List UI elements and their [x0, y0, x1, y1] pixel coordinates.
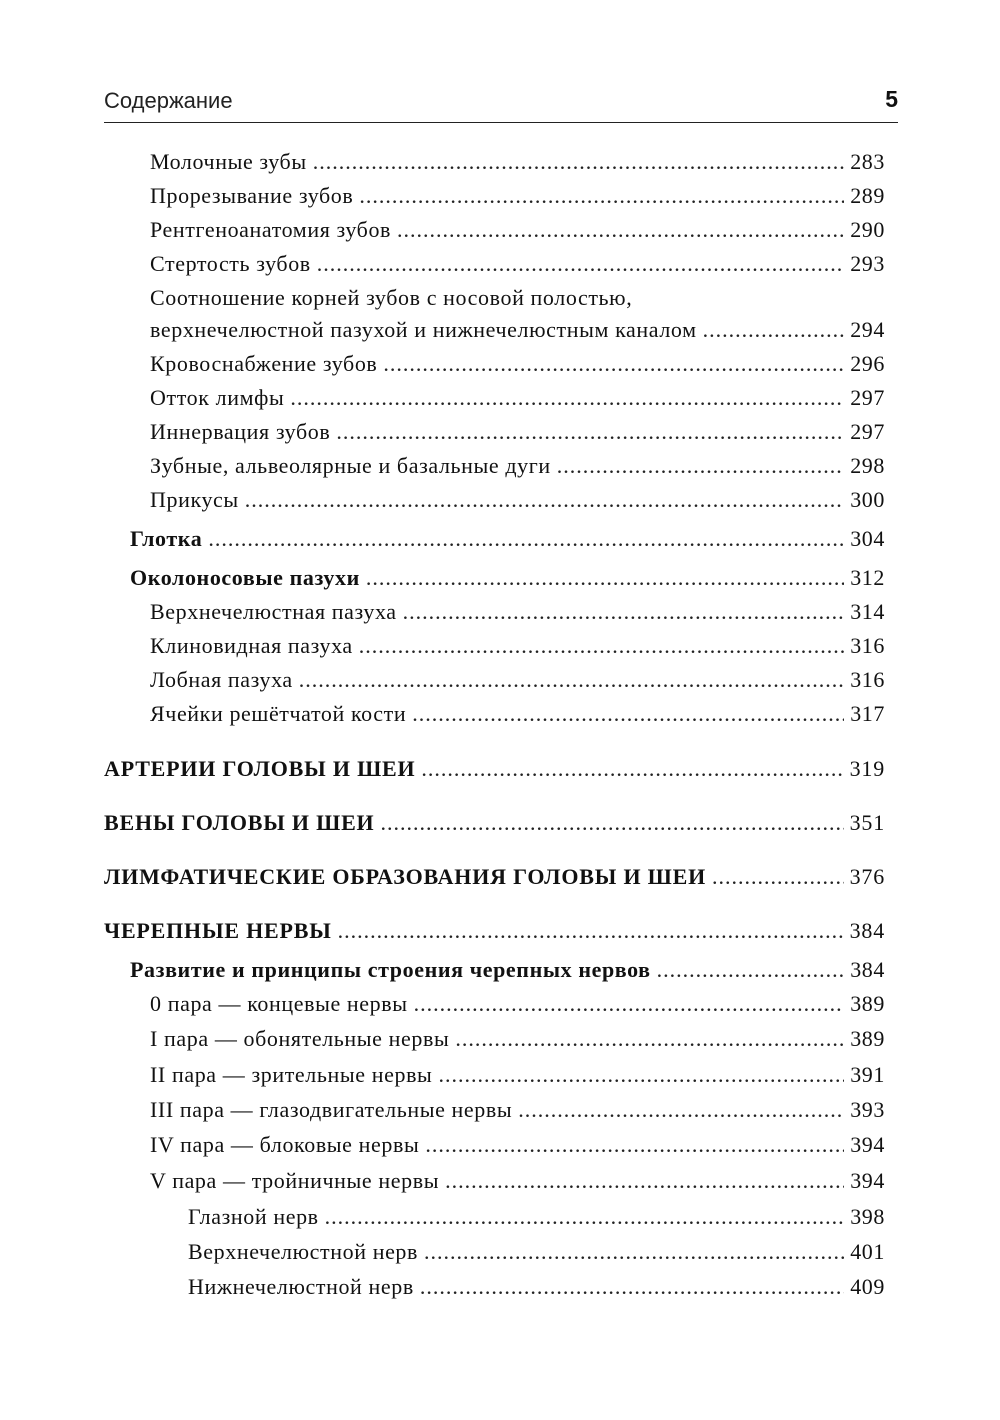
toc-entry-page: 296: [850, 351, 885, 376]
dot-leader: [290, 384, 844, 412]
toc-entry-page: 283: [850, 149, 885, 174]
toc-entry-label: Молочные зубы: [150, 149, 307, 174]
toc-entry-rentgenoanatomiya[interactable]: [150, 216, 885, 244]
toc-entry-label: Нижнечелюстной нерв: [188, 1274, 414, 1299]
dot-leader: [414, 990, 845, 1018]
toc-entry-label: ЧЕРЕПНЫЕ НЕРВЫ: [104, 918, 332, 943]
toc-entry-page: 401: [850, 1239, 885, 1264]
toc-entry-page: 317: [850, 701, 885, 726]
toc-entry-label: Ячейки решётчатой кости: [150, 701, 407, 726]
toc-entry-label: Стертость зубов: [150, 251, 311, 276]
toc-entry-label: Лобная пазуха: [150, 667, 293, 692]
toc-entry-page: 351: [849, 810, 885, 835]
toc-entry-klinovidnaya-pazukha[interactable]: [150, 632, 885, 660]
toc-entry-yacheyki-reshetchatoy[interactable]: [150, 700, 885, 728]
toc-entry-sootnoshenie-line1[interactable]: Соотношение корней зубов с носовой полостью,: [150, 285, 633, 310]
dot-leader: [317, 250, 844, 278]
toc-entry-page: 319: [849, 756, 885, 781]
toc-entry-page: 389: [850, 991, 885, 1016]
toc-entry-label: 0 пара — концевые нервы: [150, 991, 408, 1016]
toc-entry-lobnaya-pazukha[interactable]: [150, 666, 885, 694]
dot-leader: [299, 666, 844, 694]
toc-entry-page: 300: [850, 487, 885, 512]
toc-entry-page: 304: [850, 526, 885, 551]
toc-entry-verkhnechelyustnaya-pazukha[interactable]: [150, 598, 885, 626]
toc-entry-page: 290: [850, 217, 885, 242]
toc-entry-razvitie-nervov[interactable]: [130, 956, 885, 984]
toc-entry-verkhnechelyustnoy-nerv[interactable]: [188, 1238, 885, 1266]
toc-entry-label: Прорезывание зубов: [150, 183, 354, 208]
toc-entry-label: Околоносовые пазухи: [130, 565, 360, 590]
toc-entry-iv-para[interactable]: [150, 1131, 885, 1159]
toc-entry-label: Глазной нерв: [188, 1204, 319, 1229]
toc-entry-label: V пара — тройничные нервы: [150, 1168, 440, 1193]
toc-entry-label: Развитие и принципы строения черепных нервов: [130, 957, 651, 982]
toc-entry-prorezyvanie-zubov[interactable]: [150, 182, 885, 210]
page-number: 5: [885, 86, 898, 112]
toc-entry-page: 384: [850, 957, 885, 982]
toc-entry-glaznoy-nerv[interactable]: [188, 1203, 885, 1231]
toc-entry-label: ВЕНЫ ГОЛОВЫ И ШЕИ: [104, 810, 375, 835]
toc-entry-zubnye-dugi[interactable]: [150, 452, 885, 480]
toc-entry-label: Зубные, альвеолярные и базальные дуги: [150, 453, 551, 478]
dot-leader: [359, 182, 844, 210]
toc-entry-v-para[interactable]: [150, 1167, 885, 1195]
dot-leader: [420, 1273, 844, 1301]
dot-leader: [208, 525, 844, 553]
dot-leader: [424, 1238, 844, 1266]
toc-entry-label: Прикусы: [150, 487, 239, 512]
toc-entry-label: III пара — глазодвигательные нервы: [150, 1097, 513, 1122]
dot-leader: [518, 1096, 844, 1124]
toc-entry-page: 316: [850, 633, 885, 658]
toc-entry-page: 314: [850, 599, 885, 624]
toc-entry-page: 384: [849, 918, 885, 943]
toc-entry-page: 376: [849, 864, 885, 889]
dot-leader: [245, 486, 844, 514]
toc-entry-arterii[interactable]: [104, 755, 885, 783]
toc-entry-page: 316: [850, 667, 885, 692]
toc-entry-page: 398: [850, 1204, 885, 1229]
toc-entry-molochnye-zuby[interactable]: [150, 148, 885, 176]
toc-entry-i-para[interactable]: [150, 1025, 885, 1053]
dot-leader: [380, 809, 843, 837]
dot-leader: [425, 1131, 844, 1159]
dot-leader: [455, 1025, 844, 1053]
toc-entry-page: 297: [850, 419, 885, 444]
toc-entry-page: 394: [850, 1168, 885, 1193]
dot-leader: [557, 452, 844, 480]
dot-leader: [366, 564, 844, 592]
toc-entry-label: верхнечелюстной пазухой и нижнечелюстным каналом: [150, 317, 697, 342]
toc-entry-page: 293: [850, 251, 885, 276]
toc-entry-prikusy[interactable]: [150, 486, 885, 514]
toc-entry-label: Отток лимфы: [150, 385, 285, 410]
dot-leader: [445, 1167, 844, 1195]
dot-leader: [403, 598, 845, 626]
toc-entry-iii-para[interactable]: [150, 1096, 885, 1124]
toc-entry-label: Верхнечелюстная пазуха: [150, 599, 397, 624]
dot-leader: [438, 1061, 844, 1089]
toc-entry-label: I пара — обонятельные нервы: [150, 1026, 450, 1051]
dot-leader: [325, 1203, 845, 1231]
toc-entry-page: 393: [850, 1097, 885, 1122]
toc-entry-limfaticheskie[interactable]: [104, 863, 885, 891]
toc-entry-innervatsiya-zubov[interactable]: [150, 418, 885, 446]
toc-entry-page: 409: [850, 1274, 885, 1299]
toc-entry-page: 394: [850, 1132, 885, 1157]
toc-entry-0-para[interactable]: [150, 990, 885, 1018]
toc-entry-sootnoshenie-korney[interactable]: [150, 316, 885, 344]
toc-entry-okolonosovye-pazukhi[interactable]: [130, 564, 885, 592]
toc-entry-label: Клиновидная пазуха: [150, 633, 353, 658]
toc-entry-page: 289: [850, 183, 885, 208]
toc-entry-krovosnabzhenie[interactable]: [150, 350, 885, 378]
toc-entry-page: 294: [850, 317, 885, 342]
toc-entry-ottok-limfy[interactable]: [150, 384, 885, 412]
toc-entry-label: II пара — зрительные нервы: [150, 1062, 433, 1087]
toc-entry-label: ЛИМФАТИЧЕСКИЕ ОБРАЗОВАНИЯ ГОЛОВЫ И ШЕИ: [104, 864, 707, 889]
toc-entry-label: АРТЕРИИ ГОЛОВЫ И ШЕИ: [104, 756, 416, 781]
toc-entry-ii-para[interactable]: [150, 1061, 885, 1089]
dot-leader: [421, 755, 843, 783]
dot-leader: [336, 418, 844, 446]
toc-entry-page: 297: [850, 385, 885, 410]
running-header: [104, 84, 898, 123]
toc-entry-page: 389: [850, 1026, 885, 1051]
toc-entry-label: Верхнечелюстной нерв: [188, 1239, 419, 1264]
dot-leader: [397, 216, 844, 244]
dot-leader: [712, 863, 844, 891]
dot-leader: [383, 350, 844, 378]
dot-leader: [703, 316, 845, 344]
toc-entry-cherepnye-nervy[interactable]: [104, 917, 885, 945]
toc-entry-label: Рентгеноанатомия зубов: [150, 217, 392, 242]
toc-entry-stertost-zubov[interactable]: [150, 250, 885, 278]
dot-leader: [338, 917, 844, 945]
toc-entry-label: IV пара — блоковые нервы: [150, 1132, 420, 1157]
toc-entry-label: Иннервация зубов: [150, 419, 331, 444]
toc-entry-label: Глотка: [130, 526, 203, 551]
toc-entry-glotka[interactable]: [130, 525, 885, 553]
dot-leader: [657, 956, 845, 984]
toc-entry-veny[interactable]: [104, 809, 885, 837]
toc-entry-label: Кровоснабжение зубов: [150, 351, 378, 376]
header-title: Содержание: [104, 88, 233, 113]
toc-entry-page: 312: [850, 565, 885, 590]
toc-entry-page: 298: [850, 453, 885, 478]
toc-entry-nizhnechelyustnoy-nerv[interactable]: [188, 1273, 885, 1301]
dot-leader: [412, 700, 844, 728]
dot-leader: [359, 632, 844, 660]
toc-entry-page: 391: [850, 1062, 885, 1087]
dot-leader: [313, 148, 844, 176]
